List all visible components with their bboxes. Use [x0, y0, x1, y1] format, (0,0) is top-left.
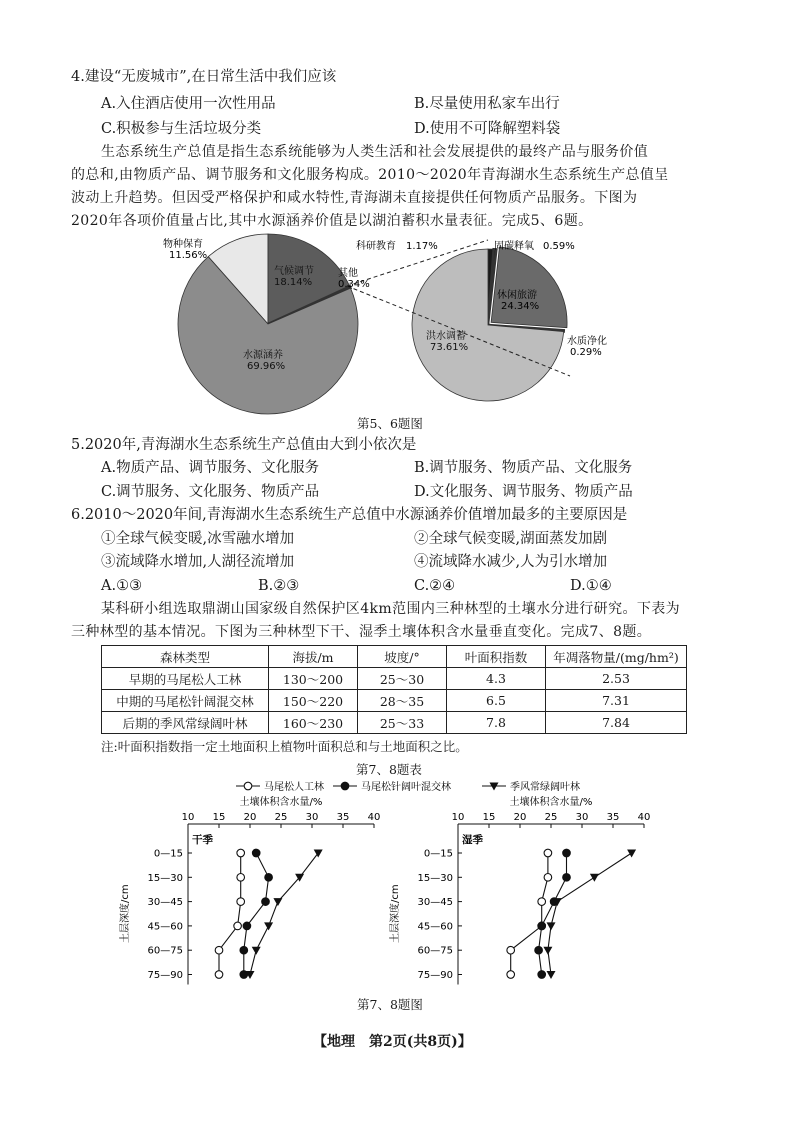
- x-axis-title: 土壤体积含水量/%: [239, 797, 323, 808]
- q6-stem: 6.2010～2020年间,青海湖水生态系统生产总值中水源涵养价值增加最多的主要原因是: [71, 507, 628, 523]
- data-point: [243, 922, 251, 930]
- y-tick-label: 60—75: [147, 945, 183, 957]
- chart-caption: 第7、8题图: [357, 997, 423, 1012]
- data-point: [264, 922, 273, 930]
- panel-title: 干季: [192, 834, 213, 846]
- q6-option-d: D.①④: [570, 578, 612, 594]
- q6-option-a: A.①③: [101, 578, 143, 594]
- passage2-line: 三种林型的基本情况。下图为三种林型下干、湿季土壤体积含水量垂直变化。完成7、8题。: [71, 624, 652, 640]
- data-point: [563, 849, 571, 857]
- q4-option-d: D.使用不可降解塑料袋: [414, 121, 561, 137]
- q6-option-c: C.②④: [414, 578, 456, 594]
- data-point: [341, 782, 349, 790]
- data-point: [265, 874, 273, 882]
- passage1-line: 波动上升趋势。但因受严格保护和咸水特性,青海湖未直接提供任何物质产品服务。下图为: [71, 190, 638, 206]
- y-tick-label: 15—30: [417, 872, 453, 884]
- series-line: [548, 853, 632, 975]
- data-point: [252, 947, 261, 955]
- q6-statement-3: ③流域降水增加,人湖径流增加: [101, 554, 295, 570]
- pie-figure: [150, 226, 670, 431]
- x-tick-label: 25: [274, 812, 288, 823]
- q6-statement-4: ④流域降水减少,人为引水增加: [414, 554, 608, 570]
- x-tick-label: 25: [544, 812, 558, 823]
- passage1-line: 2020年各项价值量占比,其中水源涵养价值是以湖泊蓄积水量表征。完成5、6题。: [71, 213, 593, 229]
- legend-label: 马尾松人工林: [264, 782, 324, 793]
- data-point: [627, 850, 636, 858]
- data-point: [234, 922, 242, 930]
- table-cell: 2.53: [546, 668, 687, 690]
- data-point: [563, 874, 571, 882]
- data-point: [547, 971, 556, 979]
- pie-caption: 第5、6题图: [357, 416, 423, 431]
- y-tick-label: 0—15: [153, 848, 183, 860]
- q4-stem: 4.建设“无废城市”,在日常生活中我们应该: [71, 69, 337, 85]
- data-point: [538, 922, 546, 930]
- q5-stem: 5.2020年,青海湖水生态系统生产总值由大到小依次是: [71, 437, 417, 453]
- table-cell: 130～200: [269, 668, 358, 690]
- passage2-line: 某科研小组选取鼎湖山国家级自然保护区4km范围内三种林型的土壤水分进行研究。下表为: [101, 601, 681, 617]
- forest-table: [101, 645, 687, 734]
- y-axis-title: 土层深度/cm: [390, 884, 401, 944]
- data-point: [262, 898, 270, 906]
- table-cell: 中期的马尾松针阔混交林: [102, 690, 269, 712]
- label-other-value: 0.34%: [338, 279, 370, 290]
- label-other: 其他: [338, 268, 358, 279]
- x-tick-label: 30: [575, 812, 589, 823]
- x-tick-label: 40: [637, 812, 651, 823]
- series-line: [244, 853, 269, 975]
- x-tick-label: 30: [305, 812, 319, 823]
- label-water-value: 69.96%: [247, 361, 286, 372]
- data-point: [507, 971, 515, 979]
- table-cell: 25～30: [358, 668, 447, 690]
- table-cell: 28～35: [358, 690, 447, 712]
- q5-option-b: B.调节服务、物质产品、文化服务: [414, 460, 633, 476]
- table-cell: 后期的季风常绿阔叶林: [102, 712, 269, 734]
- table-row: [102, 668, 687, 690]
- label-flood-value: 73.61%: [430, 342, 469, 353]
- table-cell: 160～230: [269, 712, 358, 734]
- table-note: 注:叶面积指数指一定土地面积上植物叶面积总和与土地面积之比。: [101, 739, 468, 754]
- label-carbon: 固碳释氧: [494, 241, 534, 252]
- q5-option-d: D.文化服务、调节服务、物质产品: [414, 484, 633, 500]
- label-purify-value: 0.29%: [570, 347, 602, 358]
- data-point: [252, 849, 260, 857]
- data-point: [544, 874, 552, 882]
- table-cell: 早期的马尾松人工林: [102, 668, 269, 690]
- label-research: 科研教育: [356, 241, 396, 252]
- label-flood: 洪水调蓄: [426, 331, 466, 342]
- y-axis-title: 土层深度/cm: [120, 884, 131, 944]
- label-species: 物种保育: [163, 239, 203, 250]
- table-cell: 7.8: [447, 712, 546, 734]
- data-point: [538, 898, 546, 906]
- pie-right: [412, 247, 567, 401]
- table-header: 叶面积指数: [447, 646, 546, 668]
- table-cell: 25～33: [358, 712, 447, 734]
- series-line: [539, 853, 567, 975]
- table-caption: 第7、8题表: [356, 762, 422, 777]
- data-point: [240, 946, 248, 954]
- y-tick-label: 45—60: [147, 921, 183, 933]
- table-row: [102, 712, 687, 734]
- q5-option-c: C.调节服务、文化服务、物质产品: [101, 484, 320, 500]
- label-leisure: 休闲旅游: [497, 290, 537, 301]
- series-line: [511, 853, 548, 975]
- series-line: [219, 853, 241, 975]
- label-purify: 水质净化: [567, 336, 607, 347]
- x-tick-label: 15: [482, 812, 496, 823]
- data-point: [507, 946, 515, 954]
- data-point: [237, 874, 245, 882]
- y-tick-label: 30—45: [417, 897, 453, 909]
- table-cell: 7.84: [546, 712, 687, 734]
- pie-slice: [491, 247, 567, 328]
- data-point: [215, 946, 223, 954]
- y-tick-label: 30—45: [147, 897, 183, 909]
- chart-panel-dry: [118, 795, 380, 985]
- panel-title: 湿季: [462, 834, 483, 846]
- q5-option-a: A.物质产品、调节服务、文化服务: [101, 460, 320, 476]
- y-tick-label: 15—30: [147, 872, 183, 884]
- q6-option-b: B.②③: [258, 578, 300, 594]
- label-climate-value: 18.14%: [274, 277, 313, 288]
- data-point: [273, 898, 282, 906]
- table-cell: 4.3: [447, 668, 546, 690]
- x-tick-label: 40: [367, 812, 381, 823]
- label-leisure-value: 24.34%: [501, 301, 540, 312]
- label-research-value: 1.17%: [406, 241, 438, 252]
- label-water: 水源涵养: [243, 350, 283, 361]
- q6-statement-1: ①全球气候变暖,冰雪融水增加: [101, 531, 295, 547]
- pie-left: [178, 234, 358, 414]
- data-point: [244, 782, 252, 790]
- data-point: [543, 947, 552, 955]
- label-species-value: 11.56%: [169, 250, 208, 261]
- table-header: 年凋落物量/(mg/hm²): [546, 646, 687, 668]
- x-tick-label: 15: [212, 812, 226, 823]
- table-header-row: [102, 646, 687, 668]
- x-tick-label: 10: [451, 812, 465, 823]
- legend-label: 马尾松针阔叶混交林: [361, 782, 451, 793]
- table-cell: 6.5: [447, 690, 546, 712]
- table-header: 森林类型: [102, 646, 269, 668]
- x-axis-title: 土壤体积含水量/%: [509, 797, 593, 808]
- data-point: [215, 971, 223, 979]
- passage1-line: 的总和,由物质产品、调节服务和文化服务构成。2010～2020年青海湖水生态系统生产总值呈: [71, 167, 669, 183]
- y-tick-label: 0—15: [423, 848, 453, 860]
- q4-option-c: C.积极参与生活垃圾分类: [101, 121, 262, 137]
- data-point: [535, 946, 543, 954]
- label-carbon-value: 0.59%: [543, 241, 575, 252]
- data-point: [538, 971, 546, 979]
- x-tick-label: 20: [513, 812, 527, 823]
- data-point: [547, 922, 556, 930]
- x-tick-label: 35: [336, 812, 350, 823]
- series-line: [250, 853, 318, 975]
- passage1-line: 生态系统生产总值是指生态系统能够为人类生活和社会发展提供的最终产品与服务价值: [101, 144, 649, 160]
- y-tick-label: 45—60: [417, 921, 453, 933]
- q6-statement-2: ②全球气候变暖,湖面蒸发加剧: [414, 531, 608, 547]
- table-header: 坡度/°: [358, 646, 447, 668]
- data-point: [590, 874, 599, 882]
- y-tick-label: 75—90: [417, 970, 453, 981]
- table-cell: 150～220: [269, 690, 358, 712]
- q4-option-a: A.入住酒店使用一次性用品: [101, 96, 276, 112]
- data-point: [237, 898, 245, 906]
- table-cell: 7.31: [546, 690, 687, 712]
- data-point: [544, 849, 552, 857]
- chart-panel-wet: [388, 795, 650, 985]
- legend-label: 季风常绿阔叶林: [510, 782, 580, 793]
- x-tick-label: 35: [606, 812, 620, 823]
- data-point: [237, 849, 245, 857]
- y-tick-label: 60—75: [417, 945, 453, 957]
- table-row: [102, 690, 687, 712]
- chart-legend: [236, 780, 580, 793]
- x-tick-label: 20: [243, 812, 257, 823]
- soil-moisture-chart: [120, 776, 670, 994]
- q4-option-b: B.尽量使用私家车出行: [414, 96, 560, 112]
- x-tick-label: 10: [181, 812, 195, 823]
- page-footer: 【地理 第2页(共8页)】: [313, 1034, 472, 1050]
- table-header: 海拔/m: [269, 646, 358, 668]
- label-climate: 气候调节: [274, 266, 314, 277]
- y-tick-label: 75—90: [147, 970, 183, 981]
